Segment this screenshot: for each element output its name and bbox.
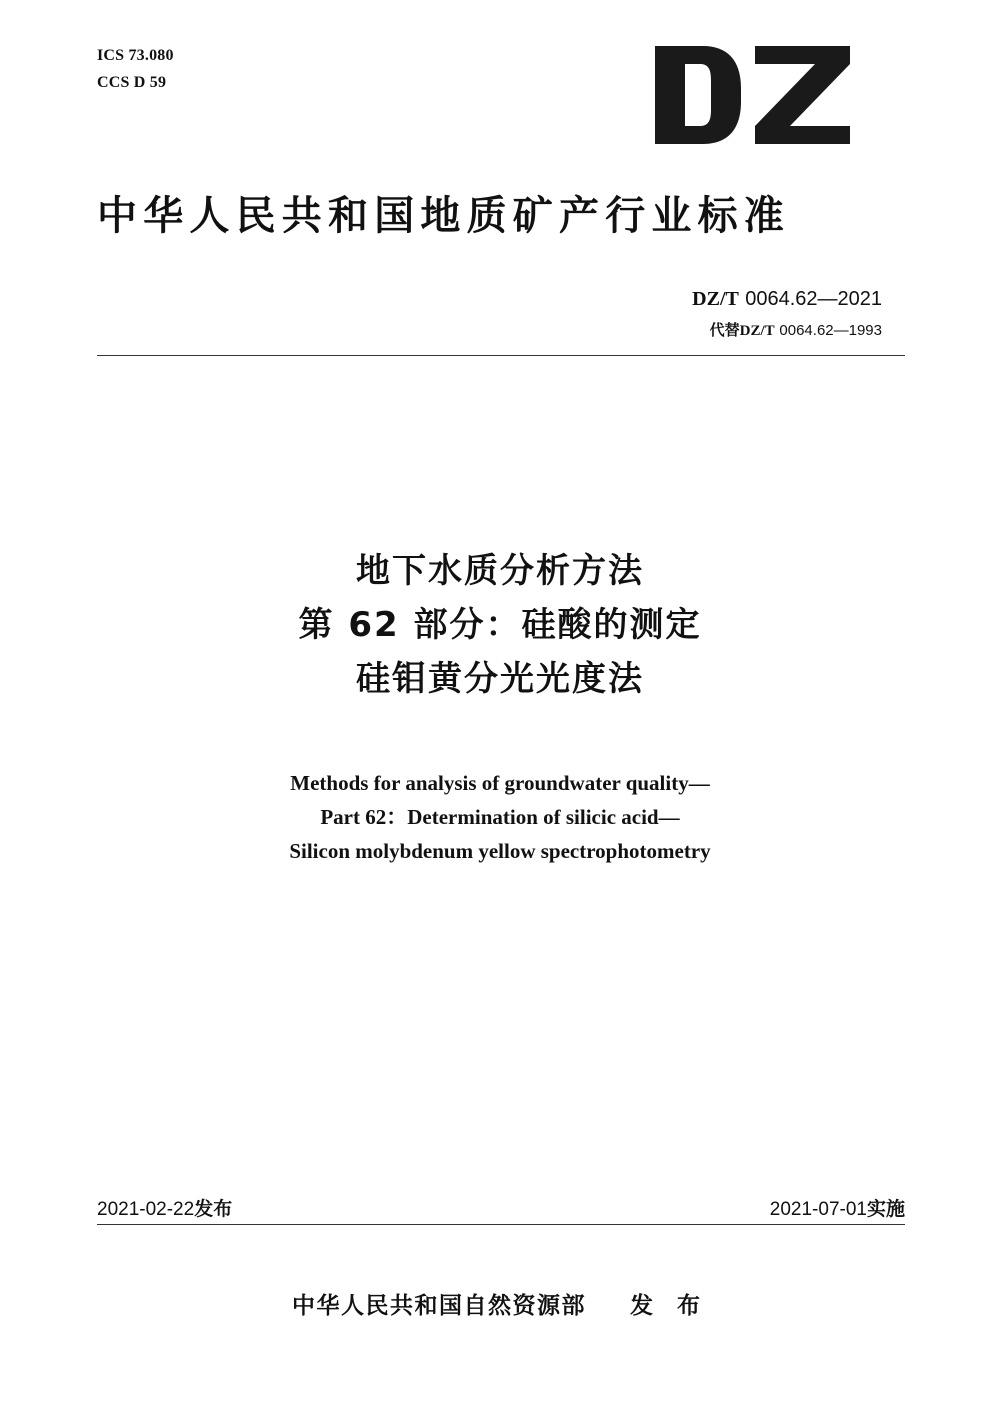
ccs-code: CCS D 59: [97, 74, 167, 91]
implementation-date: [770, 1196, 905, 1223]
standard-number-value: 0064.62—2021: [745, 288, 882, 310]
replaces-value: 0064.62—1993: [779, 322, 882, 339]
replaces-label: 代替: [709, 321, 740, 339]
bottom-divider: [97, 1224, 905, 1225]
replaces-standard: [710, 320, 882, 341]
standard-number-prefix: DZ/T: [692, 288, 739, 310]
english-title-line-2: Part 62：Determination of silicic acid—: [320, 805, 680, 829]
chinese-title-line-1: 地下水质分析方法: [356, 551, 644, 591]
issue-date-label: 发布: [194, 1198, 233, 1220]
ics-code: ICS 73.080: [97, 47, 174, 64]
dz-logo: [655, 46, 850, 144]
implementation-date-label: 实施: [866, 1198, 905, 1220]
chinese-title-line-2: 第 62 部分：硅酸的测定: [298, 605, 702, 645]
replaces-prefix: DZ/T: [739, 323, 775, 339]
implementation-date-value: 2021-07-01: [769, 1199, 867, 1220]
english-title-line-1: Methods for analysis of groundwater quality—: [290, 771, 710, 795]
issue-date: [97, 1196, 232, 1223]
publisher-action: 发 布: [629, 1293, 708, 1319]
publisher-name: 中华人民共和国自然资源部: [291, 1293, 586, 1319]
publisher: [0, 1290, 1000, 1322]
chinese-title-line-3: 硅钼黄分光光度法: [356, 659, 644, 699]
standard-number: [692, 286, 882, 311]
top-divider: [97, 355, 905, 356]
header-title: 中华人民共和国地质矿产行业标准: [97, 193, 790, 239]
english-title-line-3: Silicon molybdenum yellow spectrophotometry: [289, 839, 711, 863]
issue-date-value: 2021-02-22: [97, 1199, 195, 1220]
